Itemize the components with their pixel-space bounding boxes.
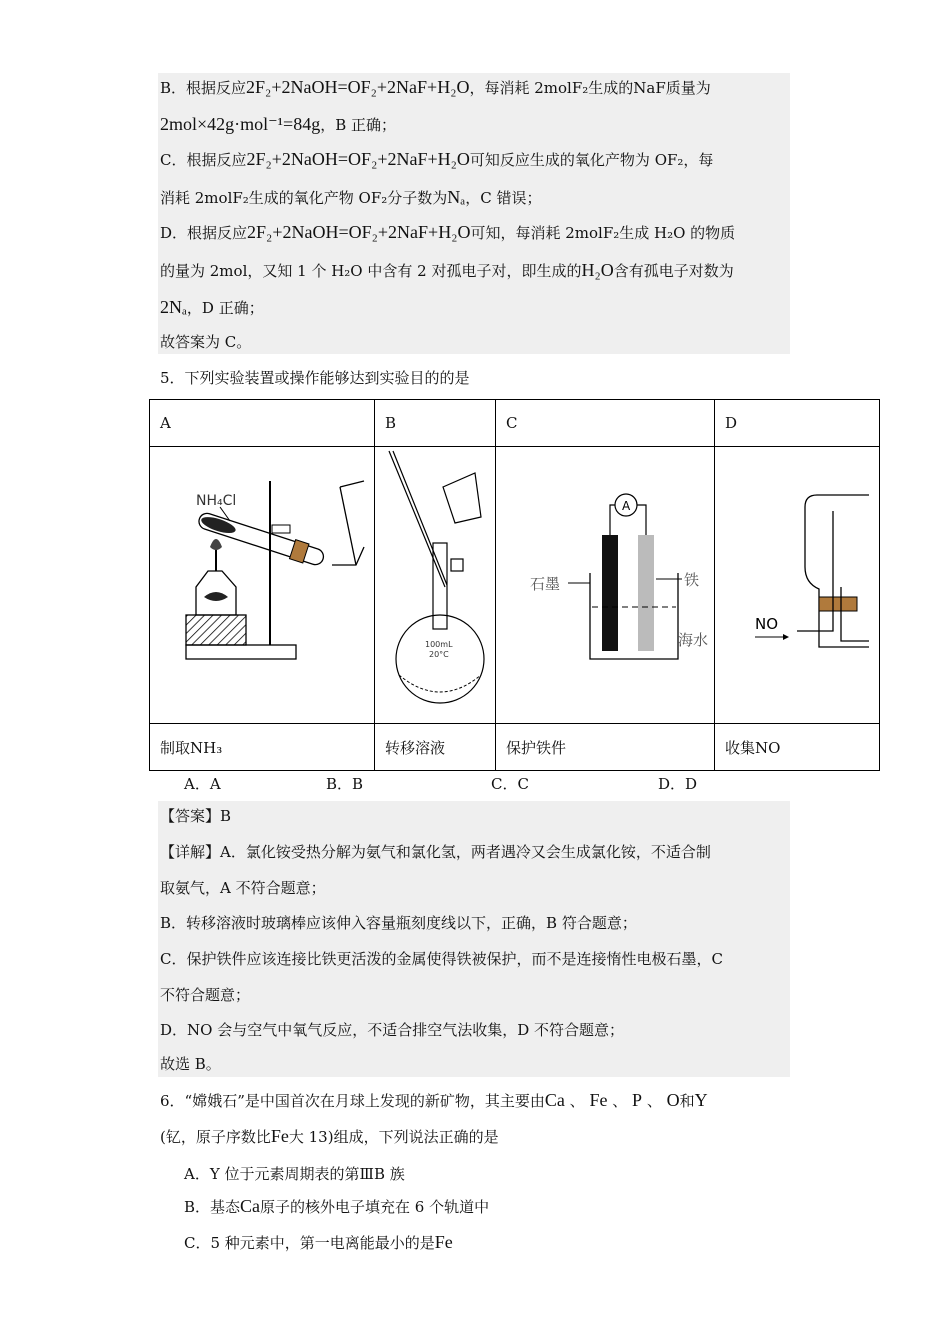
- apparatus-a-cell: [150, 447, 375, 724]
- question-6-line1: 6．“嫦娥石”是中国首次在月球上发现的新矿物，其主要由Ca 、 Fe 、 P 、 O和Y: [160, 1090, 708, 1110]
- flask-volume-label: 100mL: [425, 640, 453, 649]
- detail-line-2: 取氨气，A 不符合题意；: [160, 879, 326, 897]
- clamp: [272, 525, 290, 533]
- detail-line-6: D．NO 会与空气中氧气反应，不适合排空气法收集，D 不符合题意；: [160, 1021, 625, 1039]
- bottle-stopper: [819, 597, 857, 611]
- caption-d: 收集NO: [715, 724, 880, 771]
- inlet-tube: [797, 511, 833, 631]
- glass-rod: [389, 451, 445, 587]
- seawater-label: 海水: [678, 631, 709, 649]
- explanation-d-line3: 2Nₐ，D 正确；: [160, 297, 264, 317]
- detail-line-1: 【详解】A．氯化铵受热分解为氨气和氯化氢，两者遇冷又会生成氯化铵，不适合制: [160, 843, 711, 861]
- option-a[interactable]: A．A: [184, 775, 221, 793]
- question-6-line2: (钇，原子序数比Fe大 13)组成，下列说法正确的是: [160, 1126, 499, 1146]
- apparatus-d-diagram: [725, 447, 869, 719]
- detail-line-3: B．转移溶液时玻璃棒应该伸入容量瓶刻度线以下，正确，B 符合题意；: [160, 914, 637, 932]
- calculation: 2mol×42g·mol⁻¹=84g: [160, 114, 321, 134]
- flask-temp-label: 20°C: [429, 650, 449, 659]
- volumetric-flask: [396, 615, 484, 703]
- stopper: [451, 559, 463, 571]
- explanation-c-line1: C．根据反应2F₂+2NaOH=OF₂+2NaF+H₂O可知反应生成的氧化产物为 OF₂，每: [160, 149, 714, 169]
- option-b[interactable]: B．B: [326, 775, 364, 793]
- equation: 2F₂+2NaOH=OF₂+2NaF+H₂O: [246, 149, 470, 169]
- no-gas-label: NO: [755, 615, 779, 633]
- delivery-tube: [332, 547, 364, 565]
- header-c: C: [496, 400, 715, 447]
- apparatus-c-cell: [496, 447, 715, 724]
- graphite-label: 石墨: [530, 575, 561, 593]
- detail-line-5: 不符合题意；: [160, 986, 251, 1004]
- explanation-c-line2: 消耗 2molF₂生成的氧化产物 OF₂分子数为Nₐ，C 错误；: [160, 187, 542, 207]
- solution: [399, 675, 481, 692]
- collector: [340, 481, 364, 565]
- stand-base: [186, 645, 296, 659]
- option-d[interactable]: D．D: [658, 775, 698, 793]
- iron-label: 铁: [684, 571, 700, 589]
- lamp-fuel: [204, 592, 228, 601]
- explanation-b-line2: 2mol×42g·mol⁻¹=84g，B 正确；: [160, 114, 396, 134]
- question-5-stem: 5．下列实验装置或操作能够达到实验目的的是: [160, 369, 470, 387]
- apparatus-b-cell: [375, 447, 496, 724]
- experiment-table: [149, 399, 880, 771]
- apparatus-b-diagram: [385, 447, 485, 719]
- equation: 2F₂+2NaOH=OF₂+2NaF+H₂O: [246, 77, 470, 97]
- explanation-b-line1: B．根据反应2F₂+2NaOH=OF₂+2NaF+H₂O，每消耗 2molF₂生成的NaF质量为: [160, 77, 711, 97]
- option-c[interactable]: C．C: [491, 775, 529, 793]
- apparatus-d-cell: [715, 447, 880, 724]
- outlet-tube: [841, 587, 869, 641]
- detail-line-7: 故选 B。: [160, 1055, 221, 1073]
- q6-option-a[interactable]: A．Y 位于元素周期表的第ⅢB 族: [184, 1165, 405, 1183]
- header-a: A: [150, 400, 375, 447]
- explanation-d-line2: 的量为 2mol，又知 1 个 H₂O 中含有 2 对孤电子对，即生成的H₂O含有孤电子对数为: [160, 260, 734, 280]
- wood-block: [186, 615, 246, 645]
- explanation-conclusion: 故答案为 C。: [160, 333, 252, 351]
- header-b: B: [375, 400, 496, 447]
- equation: 2F₂+2NaOH=OF₂+2NaF+H₂O: [247, 222, 471, 242]
- explanation-d-line1: D．根据反应2F₂+2NaOH=OF₂+2NaF+H₂O可知，每消耗 2molF₂生成 H₂O 的物质: [160, 222, 736, 242]
- beaker: [443, 473, 481, 523]
- apparatus-a-diagram: [160, 447, 364, 719]
- flame: [210, 539, 222, 550]
- answer: 【答案】B: [160, 807, 232, 825]
- gas-bottle: [805, 495, 869, 647]
- detail-line-4: C．保护铁件应该连接比铁更活泼的金属使得铁被保护，而不是连接惰性电极石墨，C: [160, 950, 723, 968]
- nh4cl-label: NH₄Cl: [196, 493, 237, 509]
- caption-b: 转移溶液: [375, 724, 496, 771]
- graphite-electrode: [602, 535, 618, 651]
- q6-option-c[interactable]: C．5 种元素中，第一电离能最小的是Fe: [184, 1232, 453, 1252]
- q6-option-b[interactable]: B．基态Ca原子的核外电子填充在 6 个轨道中: [184, 1196, 490, 1216]
- apparatus-c-diagram: [506, 447, 709, 719]
- caption-a: 制取NH₃: [150, 724, 375, 771]
- ammeter-label: A: [622, 499, 631, 513]
- header-d: D: [715, 400, 880, 447]
- iron-electrode: [638, 535, 654, 651]
- caption-c: 保护铁件: [496, 724, 715, 771]
